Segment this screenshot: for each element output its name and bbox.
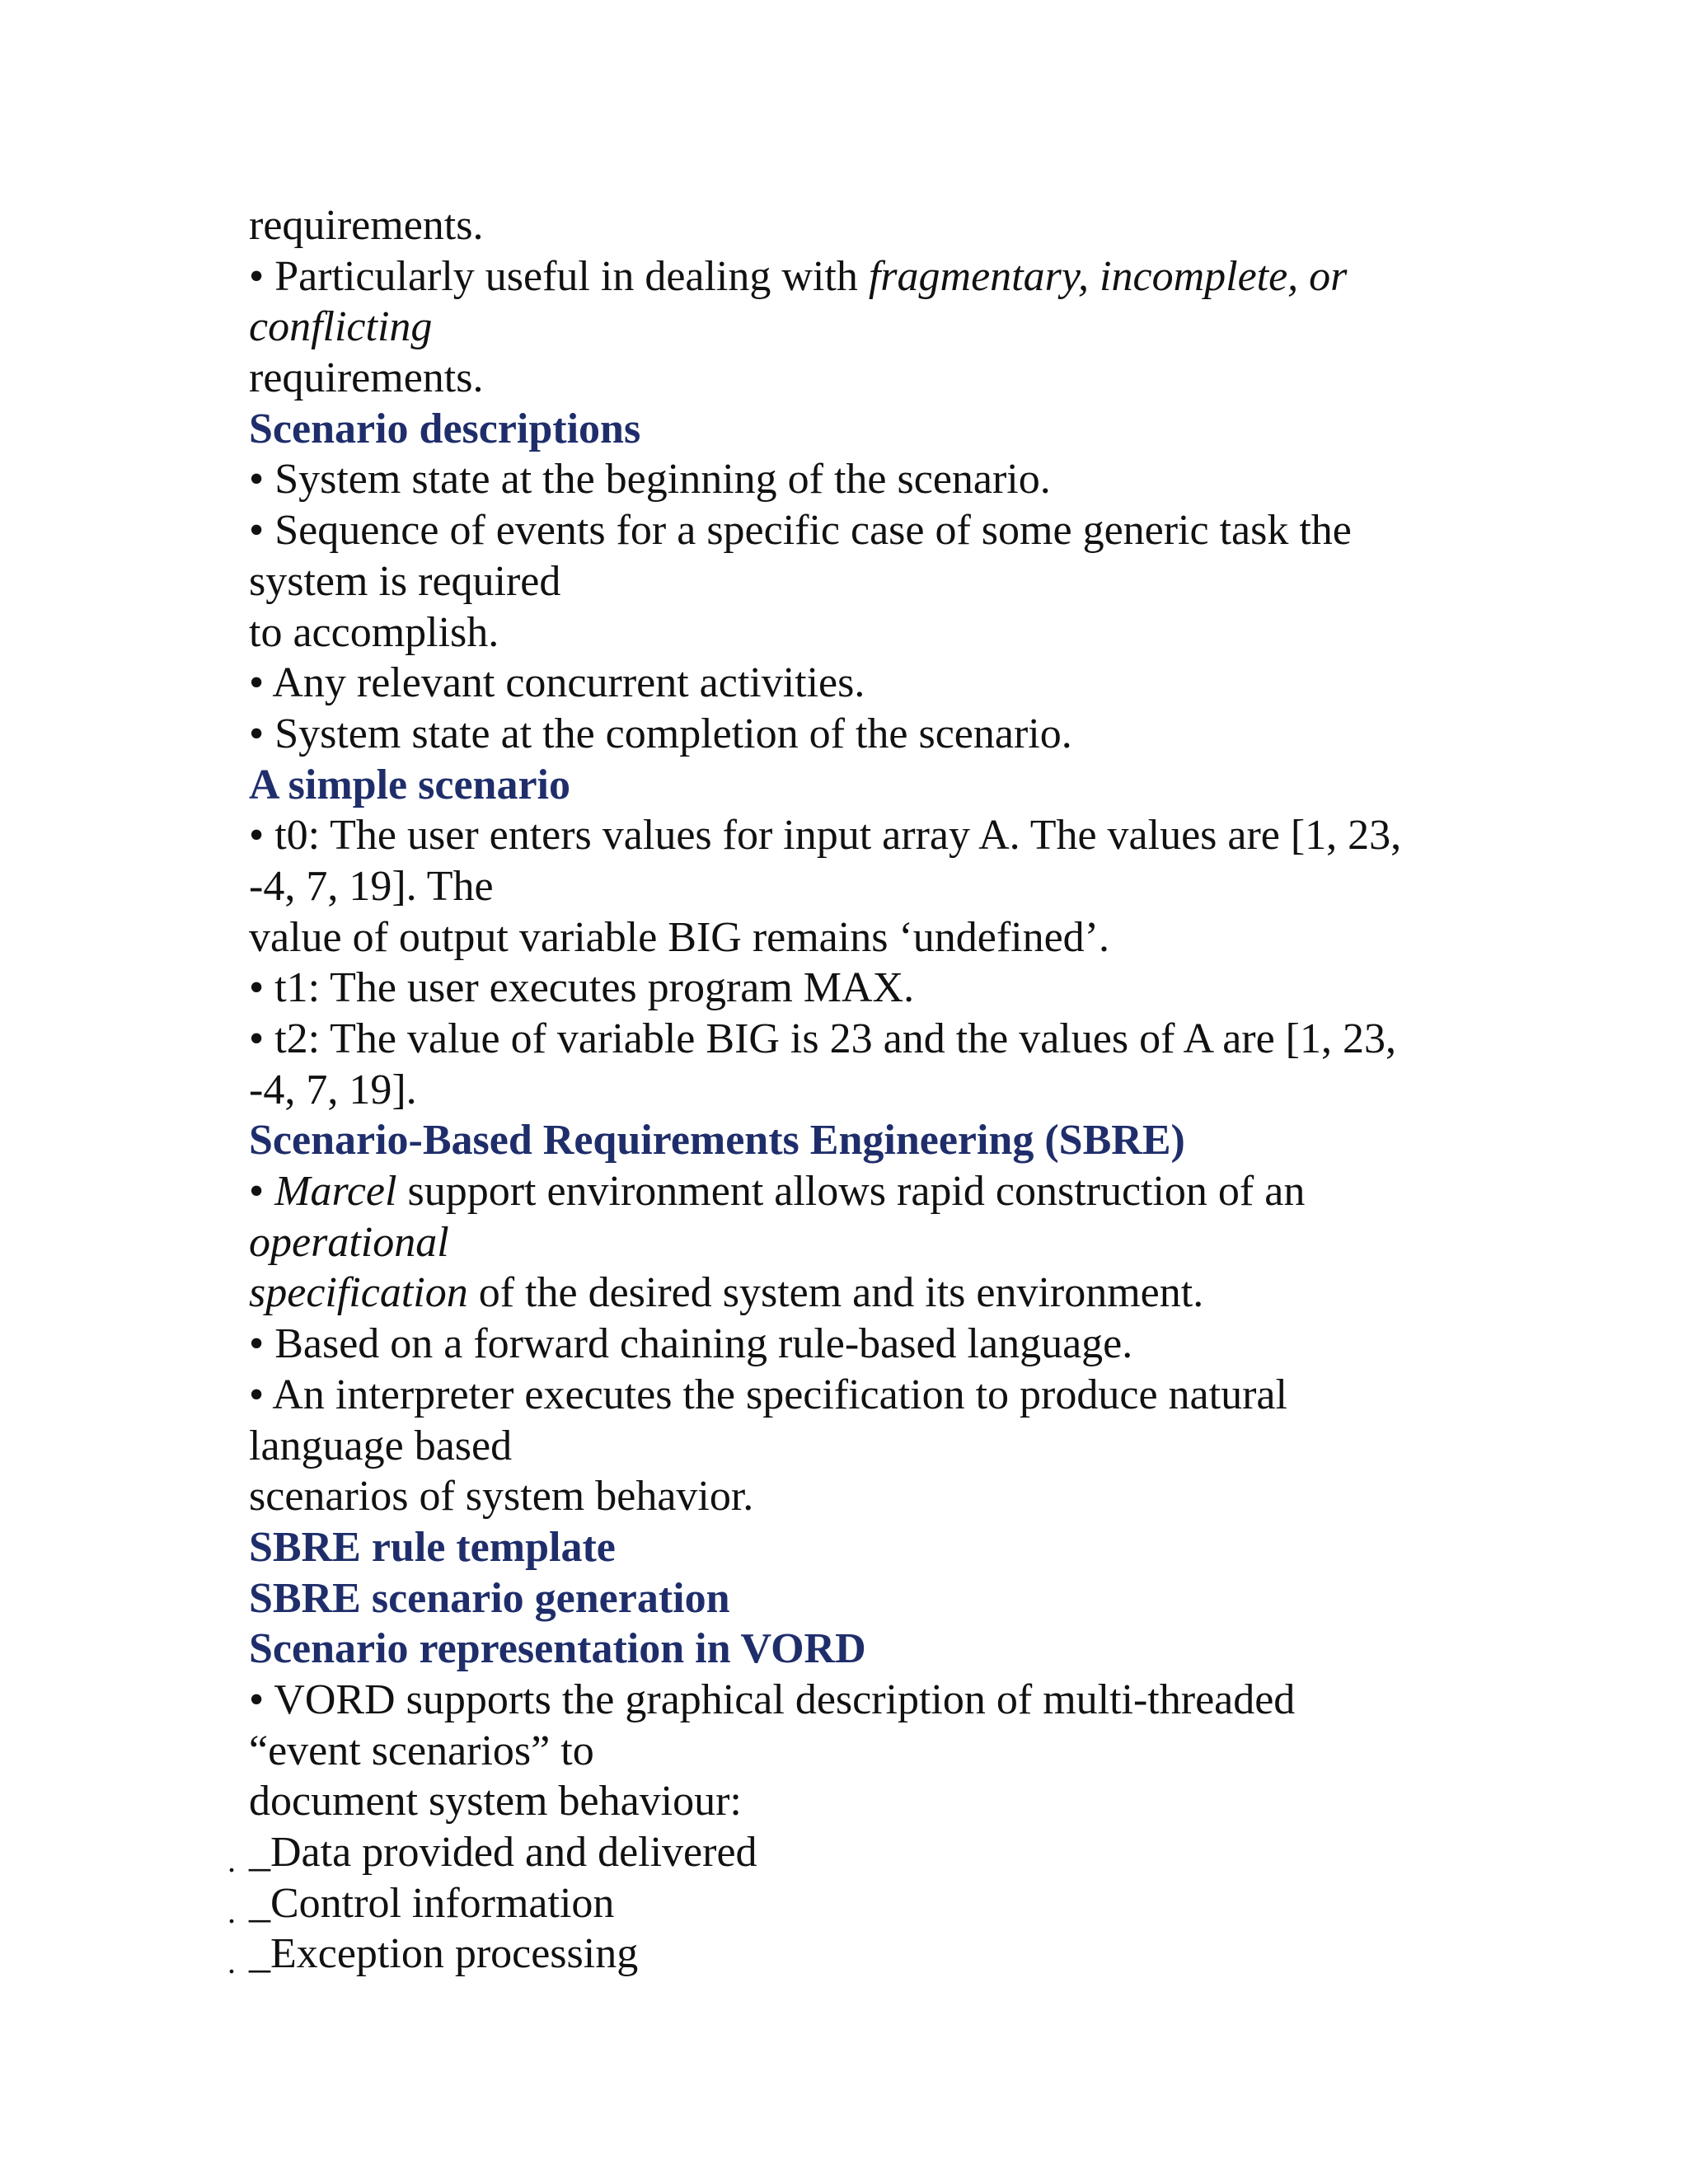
text-line: • An interpreter executes the specification to produce natural — [249, 1371, 1287, 1418]
sub-list-marker: . — [227, 1842, 236, 1879]
text-line: to accomplish. — [249, 608, 499, 656]
italic-text: Marcel — [274, 1168, 397, 1216]
italic-text: conflicting — [249, 303, 433, 351]
italic-text: specification — [249, 1269, 468, 1317]
sub-list-item — [227, 1827, 1535, 1879]
italic-text: operational — [249, 1218, 449, 1266]
section-heading: Scenario descriptions — [249, 405, 641, 452]
text-line — [249, 1268, 1535, 1319]
text-span: support environment allows rapid construction of an — [396, 1168, 1306, 1216]
text-line: • System state at the beginning of the scenario. — [249, 456, 1051, 504]
sub-list-text: _Data provided and delivered — [249, 1829, 757, 1876]
text-line: document system behaviour: — [249, 1778, 742, 1825]
sub-list-text: _Control information — [249, 1879, 615, 1927]
text-line: language based — [249, 1422, 513, 1469]
document-body — [227, 200, 1535, 1981]
text-line: • VORD supports the graphical description of multi-threaded — [249, 1675, 1296, 1723]
text-line: scenarios of system behavior. — [249, 1473, 754, 1521]
sub-list-item — [227, 1878, 1535, 1930]
sub-list-text: _Exception processing — [249, 1930, 639, 1978]
text-line: value of output variable BIG remains ‘undefined’. — [249, 913, 1109, 961]
text-line — [249, 302, 1535, 353]
sub-list-marker: . — [227, 1892, 236, 1930]
text-line: • t0: The user enters values for input array A. The values are [1, 23, — [249, 812, 1402, 860]
text-line: requirements. — [249, 354, 484, 402]
italic-text: fragmentary, incomplete, or — [868, 252, 1348, 300]
text-line: • t2: The value of variable BIG is 23 and the values of A are [1, 23, — [249, 1015, 1396, 1062]
text-line: system is required — [249, 557, 561, 605]
text-line — [249, 1166, 1535, 1217]
text-line: • Any relevant concurrent activities. — [249, 659, 865, 707]
section-heading: A simple scenario — [249, 761, 570, 808]
text-span: • — [249, 1168, 275, 1216]
text-line — [249, 1217, 1535, 1268]
text-line: -4, 7, 19]. The — [249, 862, 494, 910]
text-span: of the desired system and its environment. — [467, 1269, 1204, 1317]
sub-list-item — [227, 1929, 1535, 1981]
section-heading: Scenario-Based Requirements Engineering (SBRE) — [249, 1117, 1185, 1165]
text-line: • Based on a forward chaining rule-based language. — [249, 1320, 1133, 1368]
section-heading: SBRE scenario generation — [249, 1574, 730, 1622]
section-heading: SBRE rule template — [249, 1523, 616, 1571]
text-span: • Particularly useful in dealing with — [249, 252, 869, 300]
text-line: “event scenarios” to — [249, 1727, 594, 1774]
sub-list-marker: . — [227, 1943, 236, 1981]
section-heading: Scenario representation in VORD — [249, 1625, 866, 1673]
text-line: • System state at the completion of the scenario. — [249, 710, 1072, 757]
text-line — [249, 251, 1535, 302]
text-line: • Sequence of events for a specific case of some generic task the — [249, 507, 1352, 555]
text-line: requirements. — [249, 202, 484, 249]
text-line: -4, 7, 19]. — [249, 1066, 417, 1113]
text-line: • t1: The user executes program MAX. — [249, 964, 915, 1012]
